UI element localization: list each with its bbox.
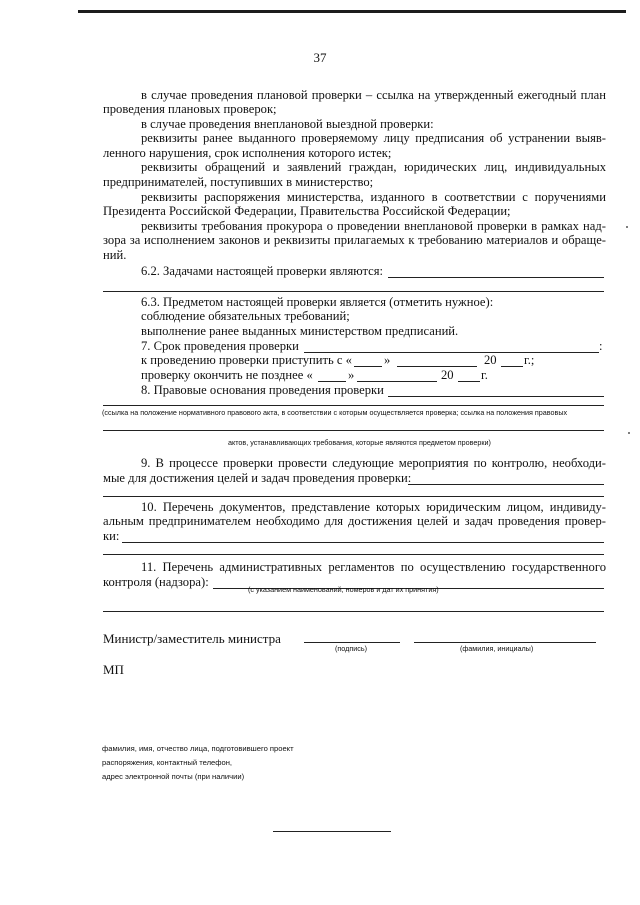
year-suffix: г. — [481, 368, 488, 382]
documents-field-line-2[interactable] — [103, 554, 604, 555]
preparer-note: фамилия, имя, отчество лица, подготовившего проект — [102, 744, 294, 753]
end-day-field[interactable] — [318, 381, 346, 382]
text-line: 10. Перечень документов, представление которых юридическим лицом, индивиду- — [141, 500, 606, 514]
text-line: 11. Перечень административных регламентов по осуществлению государственного — [141, 560, 606, 574]
stamp-place: МП — [103, 662, 124, 677]
footer-separator — [273, 831, 391, 832]
text-line: ний. — [103, 248, 127, 262]
text-line: реквизиты обращений и заявлений граждан, юридических лиц, индивидуальных — [141, 160, 606, 174]
period-label: 7. Срок проведения проверки — [141, 339, 299, 353]
legal-basis-hint-2: актов, устанавливающих требования, которые являются предметом проверки) — [228, 438, 491, 447]
punct: : — [599, 339, 603, 353]
regulations-hint: (с указанием наименований, номеров и дат их принятия) — [248, 585, 439, 594]
text-line: реквизиты распоряжения министерства, изданного в соответствии с поручениями — [141, 190, 606, 204]
text-line: реквизиты ранее выданного проверяемому лицу предписания об устранении выяв- — [141, 131, 606, 145]
end-year-field[interactable] — [458, 381, 480, 382]
scan-speck — [626, 226, 628, 228]
quote-close: » — [384, 353, 391, 367]
scan-speck — [628, 432, 630, 434]
measures-field[interactable] — [408, 484, 604, 485]
tasks-field-line-2[interactable] — [103, 291, 604, 292]
text-line: проведения плановых проверок; — [103, 102, 277, 116]
text-line: 6.3. Предметом настоящей проверки является (отметить нужное): — [141, 295, 494, 309]
end-date-label: проверку окончить не позднее « — [141, 368, 313, 382]
top-border-line — [78, 10, 626, 13]
text-line: ленного нарушения, срок исполнения которого истек; — [103, 146, 392, 160]
start-date-label: к проведению проверки приступить с « — [141, 353, 352, 367]
legal-basis-field-line-3[interactable] — [103, 430, 604, 431]
text-line: 9. В процессе проверки провести следующие мероприятия по контролю, необходи- — [141, 456, 606, 470]
measures-label: мые для достижения целей и задач проведения проверки: — [103, 471, 412, 485]
quote-close: » — [348, 368, 355, 382]
documents-field[interactable] — [122, 542, 604, 543]
text-line: зора за исполнением законов и реквизиты прилагаемых к требованию материалов и обраще- — [103, 233, 606, 247]
tasks-field[interactable] — [388, 277, 604, 278]
regulations-field-line-2[interactable] — [103, 611, 604, 612]
start-year-field[interactable] — [501, 366, 523, 367]
documents-label: ки: — [103, 529, 120, 543]
name-initials-hint: (фамилия, инициалы) — [460, 644, 534, 653]
name-initials-field[interactable] — [414, 642, 596, 643]
preparer-note: адрес электронной почты (при наличии) — [102, 772, 245, 781]
signature-hint: (подпись) — [335, 644, 367, 653]
text-line: в случае проведения плановой проверки – ссылка на утвержденный ежегодный план — [141, 88, 606, 102]
text-line: выполнение ранее выданных министерством предписаний. — [141, 324, 459, 338]
page-number: 37 — [313, 50, 327, 65]
text-line: предпринимателей, поступивших в министерство; — [103, 175, 374, 189]
signature-field[interactable] — [304, 642, 400, 643]
year-suffix: г.; — [524, 353, 535, 367]
text-line: альным предпринимателем необходимо для достижения целей и задач проведения провер- — [103, 514, 606, 528]
year-prefix: 20 — [484, 353, 497, 367]
start-month-field[interactable] — [397, 366, 477, 367]
tasks-label: 6.2. Задачами настоящей проверки являются: — [141, 264, 384, 278]
text-line: соблюдение обязательных требований; — [141, 309, 350, 323]
regulations-label: контроля (надзора): — [103, 575, 209, 589]
legal-basis-label: 8. Правовые основания проведения проверки — [141, 383, 384, 397]
preparer-note: распоряжения, контактный телефон, — [102, 758, 233, 767]
legal-basis-field-line-2[interactable] — [103, 405, 604, 406]
year-prefix: 20 — [441, 368, 454, 382]
start-day-field[interactable] — [354, 366, 382, 367]
text-line: Президента Российской Федерации, Правительства Российской Федерации; — [103, 204, 511, 218]
legal-basis-hint: (ссылка на положение нормативного правового акта, в соответствии с которым осуществляется проверка; ссылка на положения правовых — [102, 408, 568, 417]
legal-basis-field[interactable] — [388, 396, 604, 397]
text-line: реквизиты требования прокурора о проведении внеплановой проверки в рамках над- — [141, 219, 606, 233]
text-line: в случае проведения внеплановой выездной проверки: — [141, 117, 434, 131]
minister-title: Министр/заместитель министра — [103, 631, 281, 646]
measures-field-line-2[interactable] — [103, 496, 604, 497]
end-month-field[interactable] — [357, 381, 437, 382]
